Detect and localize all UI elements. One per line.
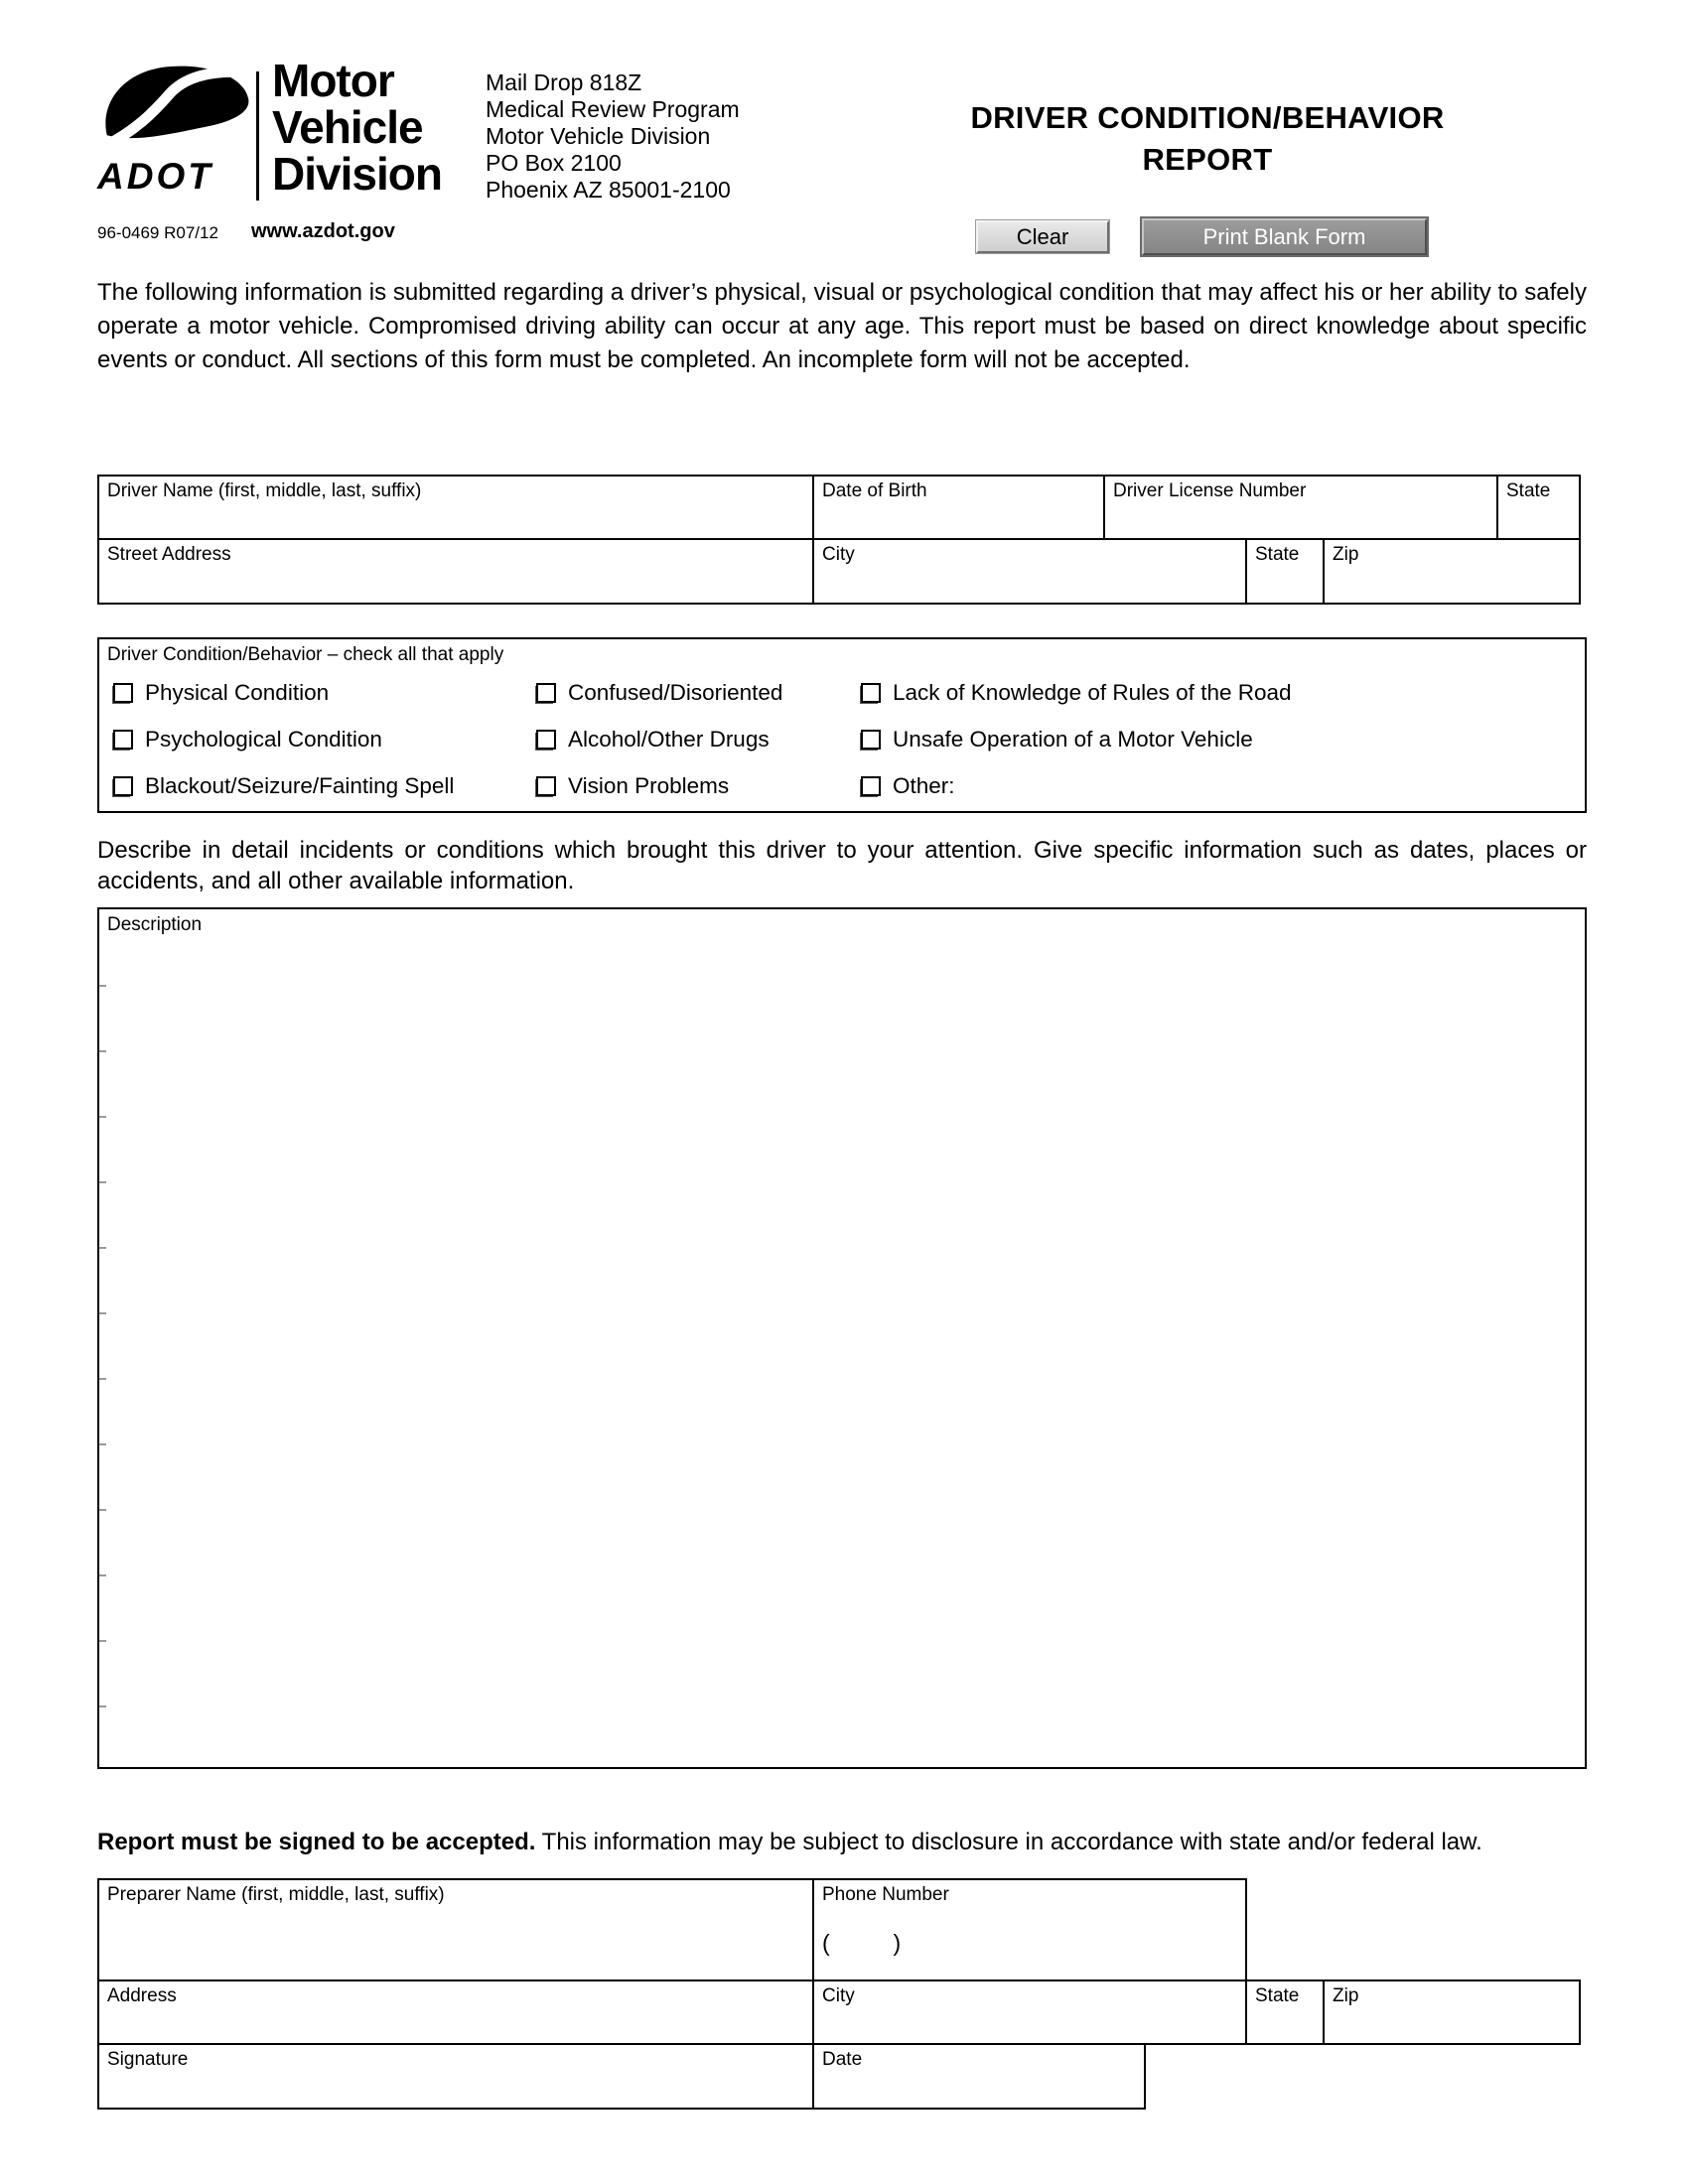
checkbox-icon[interactable] <box>536 683 556 703</box>
driver-info-table <box>97 475 1587 605</box>
driver-row-1 <box>97 475 1587 540</box>
driver-zip-field[interactable] <box>1323 538 1581 605</box>
checkbox-blackout-seizure[interactable] <box>113 773 536 799</box>
date-of-birth-label: Date of Birth <box>822 480 927 501</box>
driver-license-number-label: Driver License Number <box>1113 480 1307 501</box>
division-line-2: Vehicle <box>272 101 423 153</box>
adot-road-icon <box>97 62 252 151</box>
checkbox-psychological-condition[interactable] <box>113 727 536 752</box>
checkbox-label: Unsafe Operation of a Motor Vehicle <box>893 726 1253 751</box>
checkbox-rules-knowledge[interactable] <box>861 680 1585 706</box>
checkbox-icon[interactable] <box>861 776 881 796</box>
date-field[interactable] <box>812 2043 1146 2110</box>
website-url: www.azdot.gov <box>251 220 395 242</box>
phone-number-field[interactable] <box>812 1878 1247 1981</box>
signature-label: Signature <box>107 2049 189 2070</box>
division-title <box>272 55 442 200</box>
signature-notice <box>97 1829 1587 1856</box>
preparer-name-field[interactable] <box>97 1878 814 1981</box>
date-of-birth-field[interactable] <box>812 475 1105 540</box>
checkbox-label: Confused/Disoriented <box>568 679 783 705</box>
describe-instructions: Describe in detail incidents or conditions which brought this driver to your attention. Give specific information such as dates, places or accidents, and all other available information. <box>97 837 1587 894</box>
phone-number-value[interactable]: ( ) <box>822 1930 902 1956</box>
checkbox-icon[interactable] <box>861 730 881 750</box>
checkbox-vision-problems[interactable] <box>536 773 861 799</box>
driver-zip-label: Zip <box>1333 544 1359 565</box>
street-address-label: Street Address <box>107 544 231 565</box>
condition-section-header: Driver Condition/Behavior – check all that apply <box>107 644 504 665</box>
checkbox-label: Other: <box>893 772 955 798</box>
address-line: Mail Drop 818Z <box>486 69 642 95</box>
preparer-name-label: Preparer Name (first, middle, last, suffix) <box>107 1884 445 1905</box>
address-line: PO Box 2100 <box>486 150 622 176</box>
preparer-city-field[interactable] <box>812 1979 1247 2045</box>
driver-address-state-field[interactable] <box>1245 538 1325 605</box>
clear-button[interactable]: Clear <box>976 220 1109 253</box>
signature-notice-rest: This information may be subject to disclosure in accordance with state and/or federal law. <box>535 1829 1482 1855</box>
preparer-state-field[interactable] <box>1245 1979 1325 2045</box>
checkbox-label: Lack of Knowledge of Rules of the Road <box>893 679 1292 705</box>
driver-name-label: Driver Name (first, middle, last, suffix) <box>107 480 422 501</box>
driver-name-field[interactable] <box>97 475 814 540</box>
driver-state-field[interactable] <box>1496 475 1581 540</box>
condition-checkbox-grid <box>113 669 1585 809</box>
preparer-zip-label: Zip <box>1333 1985 1359 2006</box>
checkbox-unsafe-operation[interactable] <box>861 727 1585 752</box>
checkbox-icon[interactable] <box>113 776 133 796</box>
ruled-line-ticks <box>99 985 106 1759</box>
driver-state-label: State <box>1506 480 1551 501</box>
address-line: Motor Vehicle Division <box>486 123 711 149</box>
form-number: 96-0469 R07/12 <box>97 223 218 242</box>
description-textarea[interactable] <box>97 907 1587 1769</box>
checkbox-label: Alcohol/Other Drugs <box>568 726 770 751</box>
checkbox-icon[interactable] <box>536 776 556 796</box>
driver-city-label: City <box>822 544 855 565</box>
address-line: Medical Review Program <box>486 96 740 122</box>
print-blank-form-button[interactable]: Print Blank Form <box>1142 218 1427 255</box>
checkbox-label: Vision Problems <box>568 772 730 798</box>
preparer-state-label: State <box>1255 1985 1300 2006</box>
checkbox-icon[interactable] <box>861 683 881 703</box>
phone-number-label: Phone Number <box>822 1884 949 1905</box>
mailing-address <box>486 69 740 204</box>
preparer-zip-field[interactable] <box>1323 1979 1581 2045</box>
preparer-city-label: City <box>822 1985 855 2006</box>
intro-paragraph: The following information is submitted regarding a driver’s physical, visual or psychological condition that may affect his or her ability to safely operate a motor vehicle. Compromised driving ability can occur at any age. This report must be based on direct knowledge about specific events or conduct. All sections of this form must be completed. An incomplete form will not be accepted. <box>97 279 1587 373</box>
checkbox-icon[interactable] <box>113 730 133 750</box>
preparer-row-3 <box>97 2043 1587 2110</box>
address-line: Phoenix AZ 85001-2100 <box>486 177 731 203</box>
street-address-field[interactable] <box>97 538 814 605</box>
driver-address-state-label: State <box>1255 544 1300 565</box>
preparer-address-field[interactable] <box>97 1979 814 2045</box>
division-line-3: Division <box>272 148 442 200</box>
driver-row-2 <box>97 538 1587 605</box>
checkbox-icon[interactable] <box>113 683 133 703</box>
checkbox-label: Physical Condition <box>145 679 330 705</box>
adot-logo-text: ADOT <box>97 156 213 197</box>
division-line-1: Motor <box>272 55 394 106</box>
checkbox-physical-condition[interactable] <box>113 680 536 706</box>
description-label: Description <box>107 914 203 935</box>
header-divider <box>256 71 259 201</box>
form-title-line-2: REPORT <box>1142 142 1273 177</box>
preparer-row-1 <box>97 1878 1587 1981</box>
checkbox-alcohol-drugs[interactable] <box>536 727 861 752</box>
form-title <box>900 97 1515 181</box>
checkbox-other[interactable] <box>861 773 1585 799</box>
checkbox-label: Blackout/Seizure/Fainting Spell <box>145 772 455 798</box>
signature-notice-bold: Report must be signed to be accepted. <box>97 1829 536 1855</box>
driver-license-number-field[interactable] <box>1103 475 1498 540</box>
preparer-table <box>97 1878 1587 2110</box>
checkbox-confused-disoriented[interactable] <box>536 680 861 706</box>
checkbox-label: Psychological Condition <box>145 726 382 751</box>
preparer-address-label: Address <box>107 1985 177 2006</box>
preparer-row-2 <box>97 1979 1587 2045</box>
condition-section <box>97 637 1587 813</box>
form-title-line-1: DRIVER CONDITION/BEHAVIOR <box>970 100 1445 135</box>
signature-field[interactable] <box>97 2043 814 2110</box>
checkbox-icon[interactable] <box>536 730 556 750</box>
driver-city-field[interactable] <box>812 538 1247 605</box>
date-label: Date <box>822 2049 863 2070</box>
adot-logo <box>97 62 256 198</box>
